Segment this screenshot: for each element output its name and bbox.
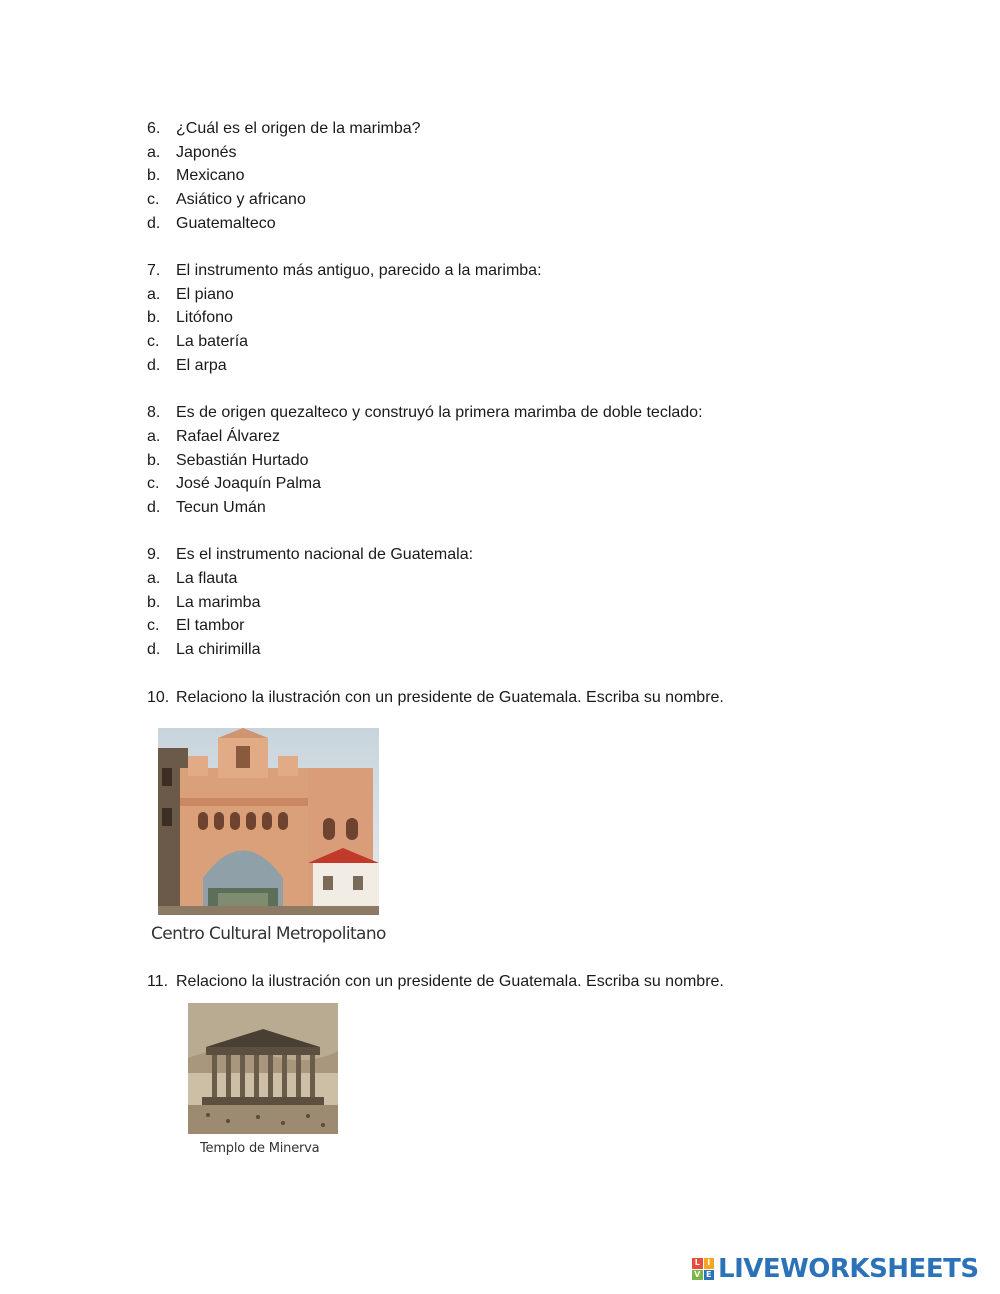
logo-mark-letter: I: [704, 1258, 715, 1269]
liveworksheets-logo: [692, 1254, 979, 1284]
option-9d[interactable]: [147, 640, 260, 660]
logo-mark-letter: V: [692, 1270, 703, 1281]
option-letter: c.: [147, 191, 160, 208]
question-number: 7.: [147, 262, 161, 279]
option-7d[interactable]: [147, 356, 227, 376]
option-9a[interactable]: [147, 569, 237, 589]
option-text: Asiático y africano: [176, 191, 306, 208]
option-9b[interactable]: [147, 593, 260, 613]
option-8a[interactable]: [147, 427, 280, 447]
option-letter: a.: [147, 286, 161, 303]
option-text: Mexicano: [176, 167, 245, 184]
question-11: [147, 972, 724, 992]
option-letter: a.: [147, 428, 161, 445]
question-7: [147, 261, 542, 281]
option-8d[interactable]: [147, 498, 266, 518]
option-text: José Joaquín Palma: [176, 475, 321, 492]
option-7b[interactable]: [147, 308, 233, 328]
option-letter: d.: [147, 357, 161, 374]
question-6: [147, 119, 421, 139]
option-6d[interactable]: [147, 214, 276, 234]
option-letter: a.: [147, 144, 161, 161]
logo-text: LIVEWORKSHEETS: [718, 1254, 979, 1284]
option-letter: b.: [147, 167, 161, 184]
logo-mark-letter: L: [692, 1258, 703, 1269]
option-letter: a.: [147, 570, 161, 587]
option-letter: c.: [147, 475, 160, 492]
question-number: 9.: [147, 546, 161, 563]
templo-minerva-image: [188, 1003, 338, 1134]
option-text: Rafael Álvarez: [176, 428, 281, 445]
question-text: El instrumento más antiguo, parecido a la marimba:: [176, 262, 542, 279]
option-text: El piano: [176, 286, 234, 303]
option-text: Litófono: [176, 309, 233, 326]
question-text: Relaciono la ilustración con un presidente de Guatemala. Escriba su nombre.: [176, 973, 724, 990]
option-7c[interactable]: [147, 332, 248, 352]
option-6b[interactable]: [147, 166, 244, 186]
question-number: 6.: [147, 120, 161, 137]
option-text: El arpa: [176, 357, 227, 374]
logo-mark-icon: [692, 1258, 714, 1280]
option-letter: c.: [147, 333, 160, 350]
option-letter: d.: [147, 499, 161, 516]
question-9: [147, 545, 473, 565]
centro-cultural-image: [158, 728, 379, 915]
option-letter: d.: [147, 641, 161, 658]
image-caption: Centro Cultural Metropolitano: [151, 924, 386, 944]
question-number: 10.: [147, 689, 170, 706]
option-6a[interactable]: [147, 143, 237, 163]
question-text: ¿Cuál es el origen de la marimba?: [176, 120, 421, 137]
option-8b[interactable]: [147, 451, 309, 471]
option-text: Tecun Umán: [176, 499, 266, 516]
question-8: [147, 403, 703, 423]
option-8c[interactable]: [147, 474, 321, 494]
option-text: El tambor: [176, 617, 245, 634]
question-text: Es el instrumento nacional de Guatemala:: [176, 546, 474, 563]
option-9c[interactable]: [147, 616, 244, 636]
logo-mark-letter: E: [704, 1270, 715, 1281]
question-number: 8.: [147, 404, 161, 421]
option-text: La flauta: [176, 570, 238, 587]
image-caption: Templo de Minerva: [200, 1141, 320, 1156]
option-letter: c.: [147, 617, 160, 634]
option-letter: b.: [147, 452, 161, 469]
question-10: [147, 688, 724, 708]
option-letter: b.: [147, 594, 161, 611]
question-number: 11.: [147, 973, 169, 990]
question-text: Relaciono la ilustración con un presidente de Guatemala. Escriba su nombre.: [176, 689, 724, 706]
option-text: Sebastián Hurtado: [176, 452, 309, 469]
option-text: La chirimilla: [176, 641, 261, 658]
option-text: Guatemalteco: [176, 215, 276, 232]
option-letter: d.: [147, 215, 161, 232]
option-text: La marimba: [176, 594, 261, 611]
question-text: Es de origen quezalteco y construyó la primera marimba de doble teclado:: [176, 404, 703, 421]
option-6c[interactable]: [147, 190, 306, 210]
option-text: Japonés: [176, 144, 237, 161]
option-7a[interactable]: [147, 285, 234, 305]
option-letter: b.: [147, 309, 161, 326]
option-text: La batería: [176, 333, 249, 350]
